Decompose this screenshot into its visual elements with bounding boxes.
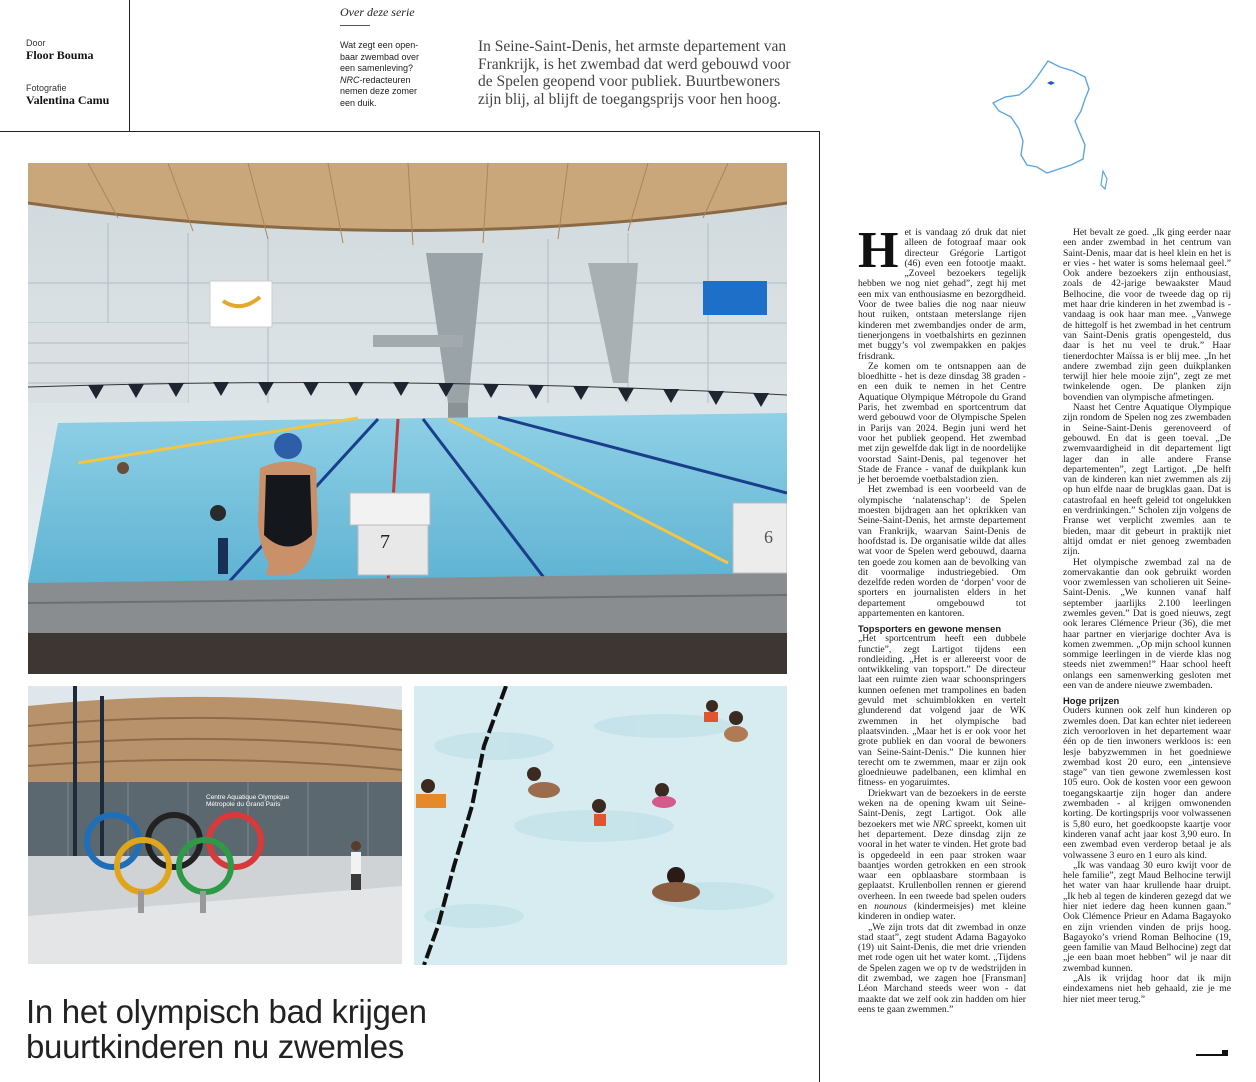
article-column-2: Het bevalt ze goed. „Ik ging eerder naar een ander zwembad in het centrum van Saint-Denis, maar dat is heel klein en het is er vies - het water is soms helemaal geel.” Ook andere bezoekers zijn enthousiast, zoals de 42-jarige bewaakster Maud Belhocine, die voor de tweede dag op rij met haar drie kinderen in het zwembad is - vandaag is ook haar man mee. „Vanwege de hittegolf is het zwembad in het centrum van Saint-Denis gratis opengesteld, dus daar is het nu veel te druk.” Haar tienerdochter Maïssa is er blij mee. „In het andere zwembad zijn geen duikplanken terwijl hier hele mooie zijn”, zegt ze met twinkelende ogen. De planken zijn bovendien van olympische afmetingen. Naast het Centre Aquatique Olympique zijn rondom de Spelen nog zes zwembaden in Seine-Saint-Denis gerenoveerd of gebouwd. En dat is geen toeval. „De zwemvaardigheid in dit departement ligt lager dan in alle andere Franse departementen”, zegt Lartigot. „De helft van de kinderen kan niet zwemmen als zij op hun elfde naar de brugklas gaan. Dat is catastrofaal en heeft geleid tot ongelukken en verdrinkingen.” Scholen zijn volgens de Franse wet verplicht zwemles aan te bieden, maar dit gebeurt in praktijk niet altijd omdat er niet genoeg zwembaden zijn. Het olympische zwembad zal na de zomervakantie dan ook gebruikt worden voor zwemlessen van scholieren uit Seine-Saint-Denis. „We kunnen vanaf half september jaarlijks 2.100 leerlingen zwemles geven.” Dat is goed nieuws, zegt ook lerares Clémence Prieur (36), die met haar partner en vierjarige dochter Ava is komen zwemmen. „Op mijn school kunnen sommige leerlingen in de vierde klas nog steeds niet zwemmen!” Haar school heeft onlangs een samenwerking gesloten met een van de andere nieuwe zwembaden. Hoge prijzen Ouders kunnen ook zelf hun kinderen op zwemles doen. Dat kan echter niet iedereen zich veroorloven in het departement waar één op de tien inwoners werkloos is: een lesje babyzwemmen in het goedniewe zwembad kost 20 euro, een „intensieve stage” van tien gewone zwemlessen kost 105 euro. Ook de kosten voor een gewoon toegangskaartje zijn hoger dan andere zwembaden - al krijgen omwonenden korting. De kortingsprijs voor volwassenen is 5,80 euro, het goedkoopste kaartje voor kinderen vanaf acht jaar kost 3,90 euro. In een zwembad even verderop betaal je als volwassene 3 euro en 1 euro als kind. „Ik was vandaag 30 euro kwijt voor de hele familie”, zegt Maud Belhocine terwijl het water van haar krullende haar druipt. „Ik heb al tegen de kinderen gezegd dat we hier niet iedere dag heen kunnen gaan.” Ook Clémence Prieur en Adama Bagayoko en zijn vrienden vinden de prijs hoog. Bagayoko’s vriend Roman Belhocine (19, geen familie van Maud Belhocine) zegt dat „je een baan moet hebben” wil je naar dit zwembad kunnen. „Als ik vrijdag hoor dat ik mijn eindexamens niet heb gehaald, zie je me hier niet meer terug.” [1063, 227, 1231, 1005]
subheading-hoge-prijzen: Hoge prijzen [1063, 695, 1120, 707]
photo-pool-main [28, 163, 787, 674]
intro-text: In Seine-Saint-Denis, het armste departement van Frankrijk, is het zwembad dat werd gebouwd voor de Spelen geopend voor publiek. Buurtbewoners zijn blij, al blijft de toegangsprijs voor hen hoog. [478, 38, 791, 108]
author-label: Door [26, 38, 46, 48]
article-column-1: H et is vandaag zó druk dat niet alleen de fotograaf maar ook directeur Grégorie Lartigot (46) even een fotootje maakt. „Zoveel bezoekers tegelijk hebben we nog niet gehad”, zegt hij met een mix van enthousiasme en bezorgdheid. Voor de twee balies die nog naar nieuw hout ruiken, ontstaan meterslange rijen kinderen met zwembandjes onder de arm, tienerjongens in voetbalshirts en gezinnen met buggy’s vol zwempakken en pakjes frisdrank. Ze komen om te ontsnappen aan de bloedhitte - het is deze dinsdag 38 graden - en een duik te nemen in het Centre Aquatique Olympique Métropole du Grand Paris, het zwembad en sportcentrum dat werd gebouwd voor de Olympische Spelen in Parijs van 2024. Begin juni werd het voor het publiek geopend. Het zwembad met zijn gewelfde dak ligt in de noordelijke voorstad Saint-Denis, pal tegenover het Stade de France - vanaf de duikplank kun je het beroemde voetbalstadion zien. Het zwembad is een voorbeeld van de olympische ‘nalatenschap’: de Spelen moesten bijdragen aan het opkrikken van Seine-Saint-Denis, het armste departement van Frankrijk, waarvan Saint-Denis de hoofdstad is. De organisatie wilde dat alles wat voor de Spelen werd gebouwd, daarna ten goede zou komen aan de bevolking van dit voormalige industriegebied. Om dezelfde reden worden de ‘dorpen’ voor de sporters en journalisten elders in het departement omgebouwd tot appartementen en kantoren. Topsporters en gewone mensen „Het sportcentrum heeft een dubbele functie”, zegt Lartigot tijdens een rondleiding. „Het is er allereerst voor de ontwikkeling van topsport.” De directeur laat een ruimte zien waar schoonspringers kunnen oefenen met trampolines en baden gevuld met schuimblokken en vertelt glunderend dat volgend jaar de WK zwemmen in het olympische bad plaatsvinden. „Maar het is er ook voor het grote publiek en dan vooral de bewoners van Seine-Saint-Denis.” Die kunnen hier terecht om te zwemmen, maar er zijn ook gloednieuwe padelbanen, een klimhal en fitness- en yogaruimtes. Driekwart van de bezoekers in de eerste weken na de opening kwam uit Seine-Saint-Denis, zegt Lartigot. Ook alle bezoekers met wie NRC spreekt, komen uit het departement. Deze dinsdag zijn ze vooral in het water te vinden. Het grote bad is opgedeeld in een paar stroken waar baantjes worden getrokken en een strook waar een opblaasbare stormbaan is geplaatst. Krullenbollen rennen er gierend overheen. In een tweede bad spelen ouders en nounous (kindermeisjes) met kleine kinderen in ondiep water. „We zijn trots dat dit zwembad in onze stad staat”, zegt student Adama Bagayoko (19) uit Saint-Denis, die met drie vrienden met rode ogen uit het water komt. „Tijdens de Spelen zagen we op tv de wedstrijden in dit zwembad, we zagen hoe [Fransman] Léon Marchand steeds weer won - dat maakte dat we zelf ook zin hadden om hier eens te gaan zwemmen.” [858, 222, 1026, 1015]
lane-number-6: 6 [764, 527, 773, 547]
drop-cap: H [858, 222, 899, 279]
header-rule [0, 131, 820, 132]
end-mark-icon [1222, 1050, 1228, 1056]
corsica-outline [1101, 171, 1107, 189]
series-description: Wat zegt een open-baar zwembad over een samenleving? NRC-redacteuren nemen deze zomer een duik. [340, 40, 420, 108]
headline: In het olympisch bad krijgen buurtkinderen nu zwemles [26, 993, 427, 1065]
series-rule [340, 25, 370, 26]
photographer-label: Fotografie [26, 83, 67, 93]
building-sign: Centre Aquatique Olympique Métropole du Grand Paris [206, 794, 290, 808]
photo-swimmers [414, 686, 787, 965]
series-title: Over deze serie [340, 5, 415, 19]
photographer-credit [26, 83, 109, 108]
photographer-name: Valentina Camu [26, 93, 110, 107]
france-map [985, 55, 1125, 195]
lane-number-7: 7 [380, 531, 390, 553]
subheading-topsporters: Topsporters en gewone mensen [858, 623, 1002, 635]
author-credit [26, 38, 93, 63]
column-divider [819, 131, 820, 1082]
photo-olympic-rings [28, 686, 402, 964]
header-divider [129, 0, 130, 131]
author-name: Floor Bouma [26, 48, 94, 62]
france-outline [993, 61, 1089, 173]
